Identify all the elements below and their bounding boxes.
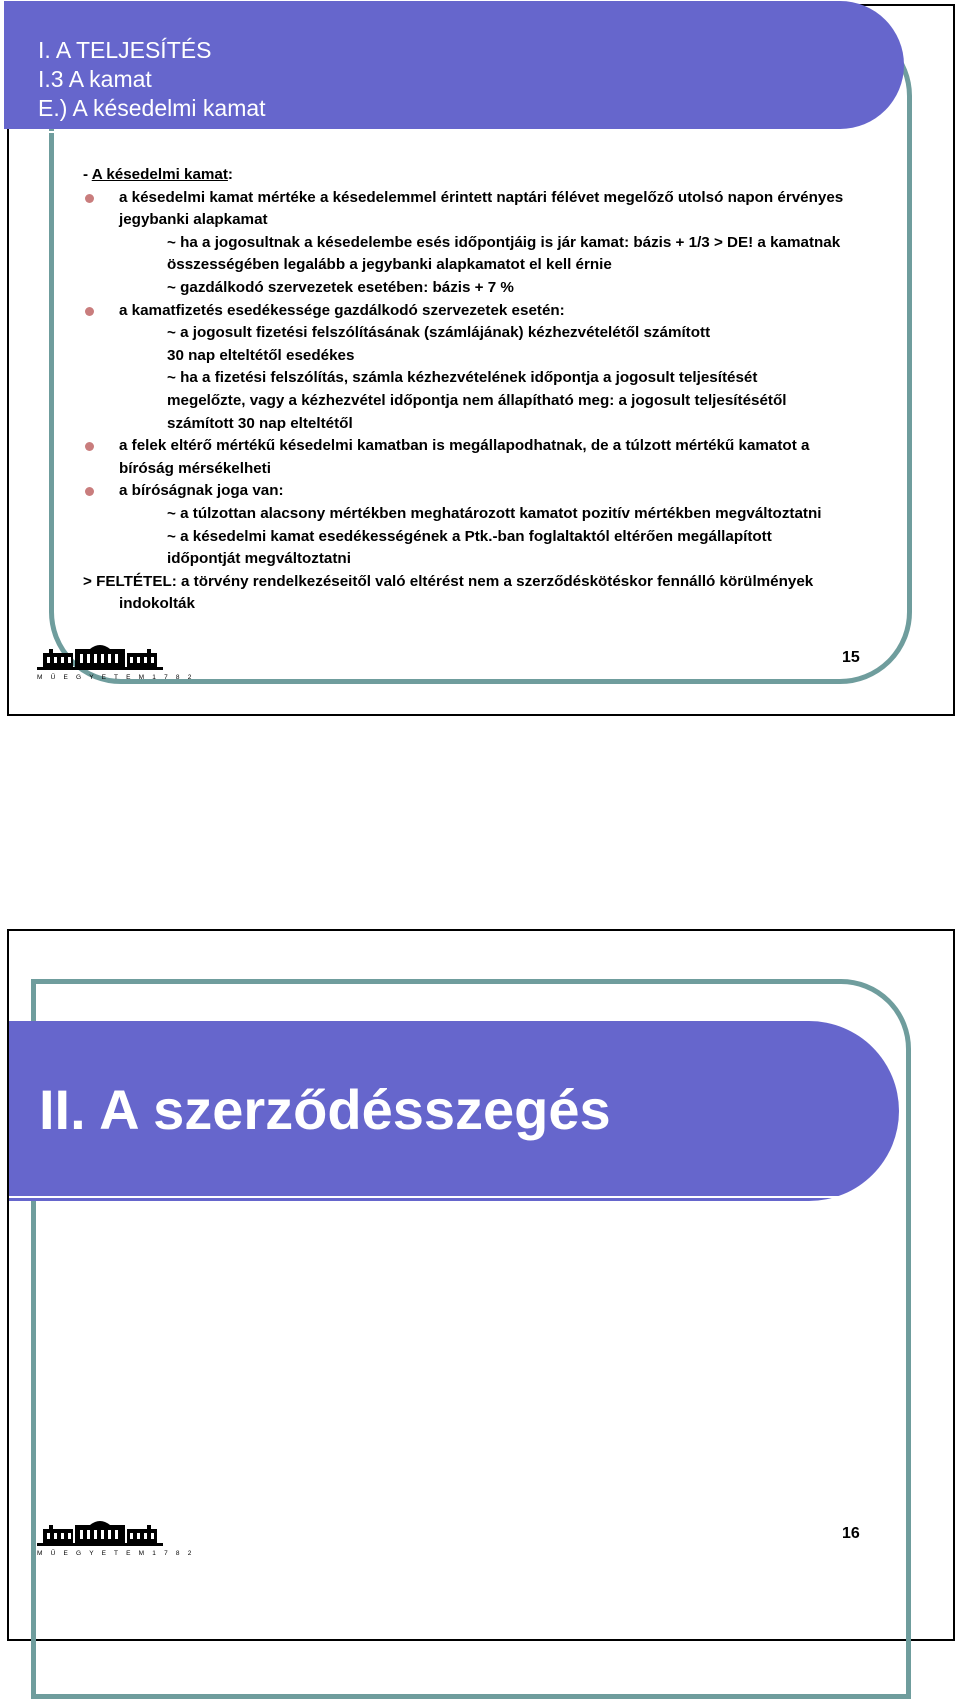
page-number: 16 [842,1525,860,1542]
line-text: megelőzte, vagy a kézhezvétel időpontja nem állapítható meg: a jogosult teljesítésétől [167,391,787,409]
body-line [83,571,883,594]
line-text: számított 30 nap elteltétől [167,414,353,432]
slide-16 [7,929,955,1641]
page-number: 15 [842,649,860,666]
bullet-item [83,435,883,458]
section-title: II. A szerződésszegés [39,1078,611,1141]
body-line [83,593,883,616]
body-line [83,367,883,390]
line-text: 30 nap elteltétől esedékes [167,346,355,364]
slide-title [38,36,266,123]
line-text: indokolták [119,595,195,613]
body-line [83,548,883,571]
line-text: a kamatfizetés esedékessége gazdálkodó szervezetek esetén: [119,301,565,319]
university-logo [35,1519,195,1557]
bullet-dot-icon [85,194,94,203]
intro-suffix: : [227,166,233,183]
logo-caption: M Ű E G Y E T E M 1 7 8 2 [37,1550,195,1557]
bullet-item [83,300,883,323]
line-text: a felek eltérő mértékű késedelmi kamatban is megállapodhatnak, de a túlzott mértékű kamatot a [119,437,810,455]
bullet-dot-icon [85,307,94,316]
body-line [83,345,883,368]
intro-heading: A késedelmi kamat [91,166,228,183]
body-lines [83,187,883,616]
title-line-2: I.3 A kamat [38,66,152,92]
line-text: időpontját megváltoztatni [167,550,351,568]
body-line [83,277,883,300]
body-line [83,254,883,277]
slide-body [83,164,883,616]
body-line [83,390,883,413]
body-line [83,413,883,436]
line-text: ~ a jogosult fizetési felszólításának (számlájának) kézhezvételétől számított [167,324,711,342]
line-text: a késedelmi kamat mértéke a késedelemmel érintett naptári félévet megelőző utolsó napon érvényes [119,188,844,206]
line-text: ~ ha a fizetési felszólítás, számla kézhezvételének időpontja a jogosult teljesítését [167,369,758,387]
body-line [83,322,883,345]
line-text: > FELTÉTEL: a törvény rendelkezéseitől való eltérést nem a szerződéskötéskor fennálló körülmények [83,572,814,590]
slide-15 [7,4,955,716]
bullet-dot-icon [85,487,94,496]
title-line-3: E.) A késedelmi kamat [38,95,266,121]
intro-line [83,164,883,187]
body-line [83,209,883,232]
line-text: ~ gazdálkodó szervezetek esetében: bázis + 7 % [167,278,514,296]
line-text: a bíróságnak joga van: [119,482,284,500]
logo-caption: M Ű E G Y E T E M 1 7 8 2 [37,674,195,681]
line-text: ~ a késedelmi kamat esedékességének a Ptk.-ban foglaltaktól eltérően megállapított [167,527,772,545]
body-line [83,526,883,549]
title-rule [34,131,884,133]
bullet-item [83,187,883,210]
line-text: bíróság mérsékelheti [119,459,271,477]
line-text: ~ a túlzottan alacsony mértékben meghatározott kamatot pozitív mértékben megváltoztatni [167,504,822,522]
line-text: jegybanki alapkamat [119,211,268,229]
body-line [83,232,883,255]
line-text: ~ ha a jogosultnak a késedelembe esés időpontjáig is jár kamat: bázis + 1/3 > DE! a kamatnak [167,233,841,251]
body-line [83,503,883,526]
intro-prefix: - [83,166,92,183]
bullet-dot-icon [85,442,94,451]
body-line [83,458,883,481]
university-logo [35,643,195,681]
line-text: összességében legalább a jegybanki alapkamatot el kell érnie [167,256,612,274]
title-line-1: I. A TELJESÍTÉS [38,37,212,63]
title-rule [9,1196,839,1198]
bullet-item [83,480,883,503]
